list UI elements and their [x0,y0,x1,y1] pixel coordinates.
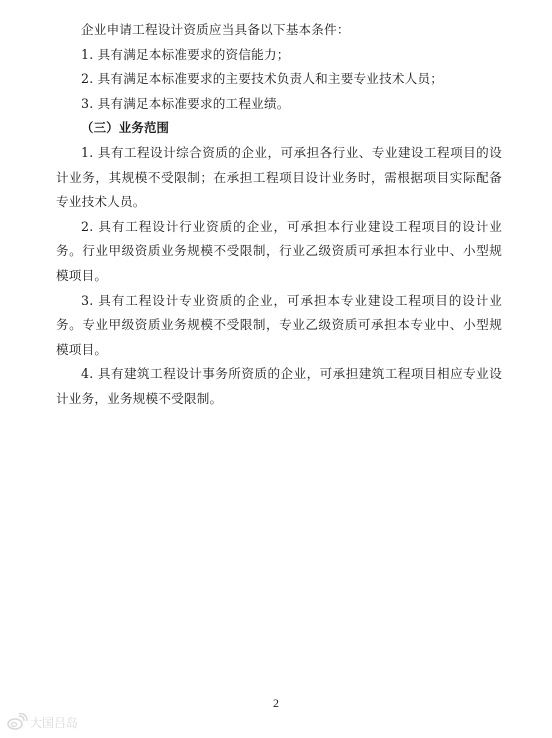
scope-item-1: 1. 具有工程设计综合资质的企业，可承担各行业、专业建设工程项目的设计业务，其规模不受限制；在承担工程项目设计业务时，需根据项目实际配备专业技术人员。 [56,144,502,210]
condition-item-1: 1. 具有满足本标准要求的资信能力； [81,46,290,62]
body-text [56,18,502,412]
page-number: 2 [273,696,279,710]
condition-item-2: 2. 具有满足本标准要求的主要技术负责人和主要专业技术人员； [81,71,444,87]
weibo-logo-icon [8,714,27,730]
watermark [6,712,78,732]
scope-item-2: 2. 具有工程设计行业资质的企业，可承担本行业建设工程项目的设计业务。行业甲级资质业务规模不受限制，行业乙级资质可承担本行业中、小型规模项目。 [56,218,502,283]
condition-item-3: 3. 具有满足本标准要求的工程业绩。 [81,95,290,111]
scope-item-3: 3. 具有工程设计专业资质的企业，可承担本专业建设工程项目的设计业务。专业甲级资质业务规模不受限制，专业乙级资质可承担本专业中、小型规模项目。 [56,292,502,357]
section-heading: （三）业务范围 [81,120,170,136]
scope-item-4: 4. 具有建筑工程设计事务所资质的企业，可承担建筑工程项目相应专业设计业务，业务规模不受限制。 [56,366,502,406]
intro-paragraph: 企业申请工程设计资质应当具备以下基本条件： [81,22,350,37]
watermark-text: 大国吕岛 [30,716,78,730]
